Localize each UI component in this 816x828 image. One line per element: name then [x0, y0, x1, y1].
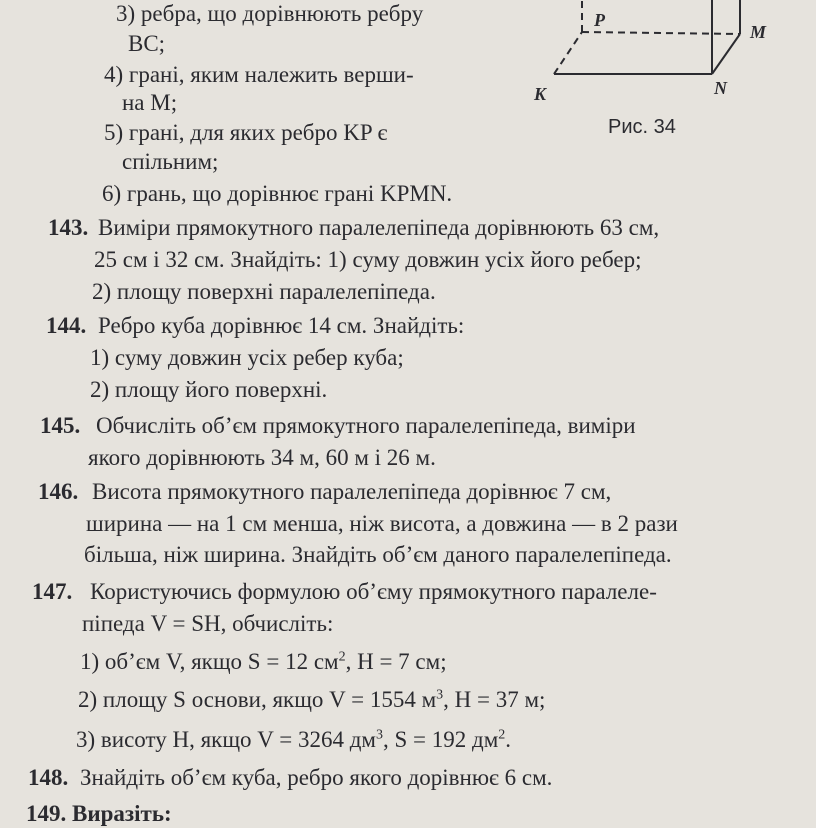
- list-item-4-cont: на M;: [122, 90, 178, 115]
- exercise-147-item-3-text-mid: , S = 192 дм: [382, 727, 499, 752]
- vertex-label-n: N: [714, 78, 727, 98]
- exercise-147-item-1-text-end: , H = 7 см;: [345, 649, 447, 674]
- exercise-147-line-1: Користуючись формулою об’єму прямокутного паралеле-: [90, 579, 657, 604]
- exercise-147-item-3: [76, 726, 511, 754]
- exercise-number-143: 143.: [48, 215, 89, 240]
- exercise-148-line-1: Знайдіть об’єм куба, ребро якого дорівнює 6 см.: [80, 765, 553, 790]
- exercise-number-148: 148.: [28, 765, 69, 790]
- exercise-144-line-2: 1) суму довжин усіх ребер куба;: [90, 345, 404, 370]
- exercise-144-line-3: 2) площу його поверхні.: [90, 377, 328, 402]
- exercise-145-line-2: якого дорівнюють 34 м, 60 м і 26 м.: [88, 445, 436, 470]
- superscript: 2: [498, 727, 506, 743]
- exercise-number-144: 144.: [46, 313, 87, 338]
- exercise-147-item-2: [78, 686, 545, 714]
- edge-nm: [712, 34, 740, 74]
- exercise-147-item-2-text-end: , H = 37 м;: [443, 687, 546, 712]
- figure-caption: Рис. 34: [608, 116, 676, 138]
- exercise-147-item-1-text: 1) об’єм V, якщо S = 12 см: [80, 649, 339, 674]
- vertex-label-p: P: [594, 10, 605, 30]
- exercise-147-item-3-text-end: .: [505, 727, 512, 752]
- exercise-143-line-1: Виміри прямокутного паралелепіпеда дорівнюють 63 см,: [98, 215, 660, 240]
- exercise-143-line-3: 2) площу поверхні паралелепіпеда.: [92, 279, 436, 304]
- exercise-147-item-3-text: 3) висоту H, якщо V = 3264 дм: [76, 727, 376, 752]
- superscript: 2: [338, 649, 346, 665]
- list-item-5: 5) грані, для яких ребро KP є: [104, 120, 388, 145]
- exercise-146-line-2: ширина — на 1 см менша, ніж висота, а довжина — в 2 рази: [86, 511, 678, 536]
- exercise-145-line-1: Обчисліть об’єм прямокутного паралелепіпеда, виміри: [96, 413, 636, 438]
- exercise-number-147: 147.: [32, 579, 73, 604]
- superscript: 3: [375, 727, 383, 743]
- exercise-147-item-1: [80, 648, 447, 676]
- exercise-143-line-2: 25 см і 32 см. Знайдіть: 1) суму довжин усіх його ребер;: [94, 247, 642, 272]
- vertex-label-k: K: [534, 84, 547, 104]
- edge-pm-dashed: [582, 32, 740, 34]
- list-item-3: 3) ребра, що дорівнюють ребру: [116, 1, 424, 26]
- superscript: 3: [436, 687, 444, 703]
- exercise-number-145: 145.: [40, 413, 81, 438]
- vertex-label-m: M: [750, 22, 767, 42]
- edge-kp-dashed: [554, 32, 582, 74]
- parallelepiped-figure: [520, 0, 816, 110]
- exercise-147-item-2-text: 2) площу S основи, якщо V = 1554 м: [78, 687, 437, 712]
- exercise-146-line-3: більша, ніж ширина. Знайдіть об’єм даного паралелепіпеда.: [84, 542, 672, 567]
- list-item-5-cont: спільним;: [122, 149, 219, 174]
- exercise-number-146: 146.: [38, 479, 79, 504]
- exercise-147-line-2: піпеда V = SH, обчисліть:: [82, 611, 334, 636]
- exercise-144-line-1: Ребро куба дорівнює 14 см. Знайдіть:: [98, 313, 465, 338]
- exercise-146-line-1: Висота прямокутного паралелепіпеда дорівнює 7 см,: [92, 479, 612, 504]
- list-item-6: 6) грань, що дорівнює грані KPMN.: [102, 181, 453, 206]
- exercise-149-partial: 149. Виразіть:: [26, 801, 172, 826]
- list-item-4: 4) грані, яким належить верши-: [104, 62, 414, 87]
- list-item-3-cont: BC;: [128, 31, 166, 56]
